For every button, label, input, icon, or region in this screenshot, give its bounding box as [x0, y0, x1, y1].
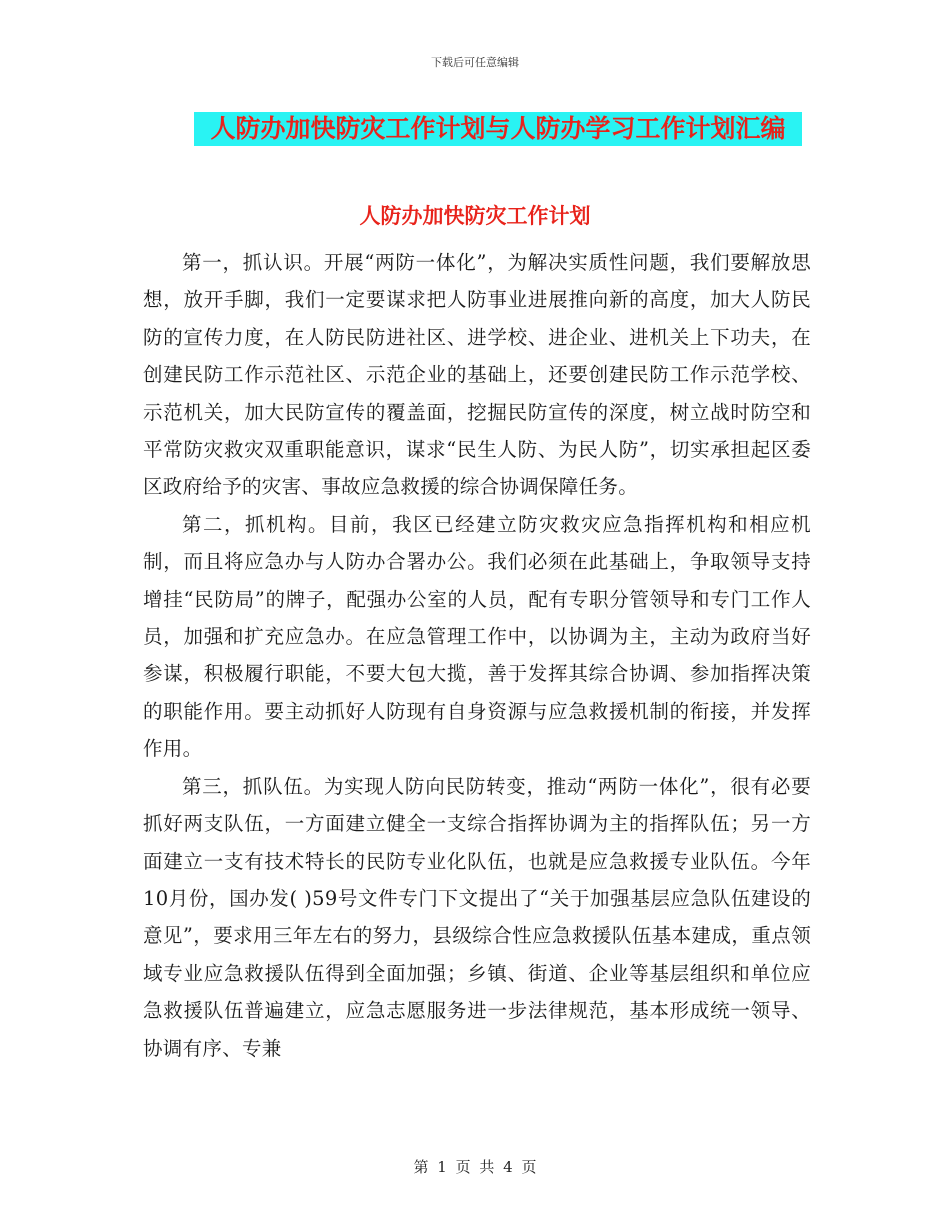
page-footer: 第 1 页 共 4 页 — [413, 1158, 537, 1176]
section-title: 人防办加快防灾工作计划 — [359, 204, 591, 228]
document-title: 人防办加快防灾工作计划与人防办学习工作计划汇编 — [210, 114, 786, 143]
paragraph-2: 第二，抓机构。目前，我区已经建立防灾救灾应急指挥机构和相应机制，而且将应急办与人防办合署办公。我们必须在此基础上，争取领导支持增挂“民防局”的牌子，配强办公室的人员，配有专职分管领导和专门工作人员，加强和扩充应急办。在应急管理工作中，以协调为主，主动为政府当好参谋，积极履行职能，不要大包大揽，善于发挥其综合协调、参加指挥决策的职能作用。要主动抓好人防现有自身资源与应急救援机制的衔接，并发挥作用。 — [143, 512, 811, 761]
paragraph-1: 第一，抓认识。开展“两防一体化”，为解决实质性问题，我们要解放思想，放开手脚，我们一定要谋求把人防事业进展推向新的高度，加大人防民防的宣传力度，在人防民防进社区、进学校、进企业、进机关上下功夫，在创建民防工作示范社区、示范企业的基础上，还要创建民防工作示范学校、示范机关，加大民防宣传的覆盖面，挖掘民防宣传的深度，树立战时防空和平常防灾救灾双重职能意识，谋求“民生人防、为民人防”，切实承担起区委区政府给予的灾害、事故应急救援的综合协调保障任务。 — [143, 251, 811, 499]
body-text — [143, 244, 811, 1067]
header-note: 下载后可任意编辑 — [431, 56, 519, 69]
paragraph-3: 第三，抓队伍。为实现人防向民防转变，推动“两防一体化”，很有必要抓好两支队伍，一方面建立健全一支综合指挥协调为主的指挥队伍；另一方面建立一支有技术特长的民防专业化队伍，也就是应急救援专业队伍。今年10月份，国办发( )59号文件专门下文提出了“关于加强基层应急队伍建设的意见”，要求用三年左右的努力，县级综合性应急救援队伍基本建成，重点领域专业应急救援队伍得到全面加强；乡镇、街道、企业等基层组织和单位应急救援队伍普遍建立，应急志愿服务进一步法律规范，基本形成统一领导、协调有序、专兼 — [143, 774, 811, 1060]
